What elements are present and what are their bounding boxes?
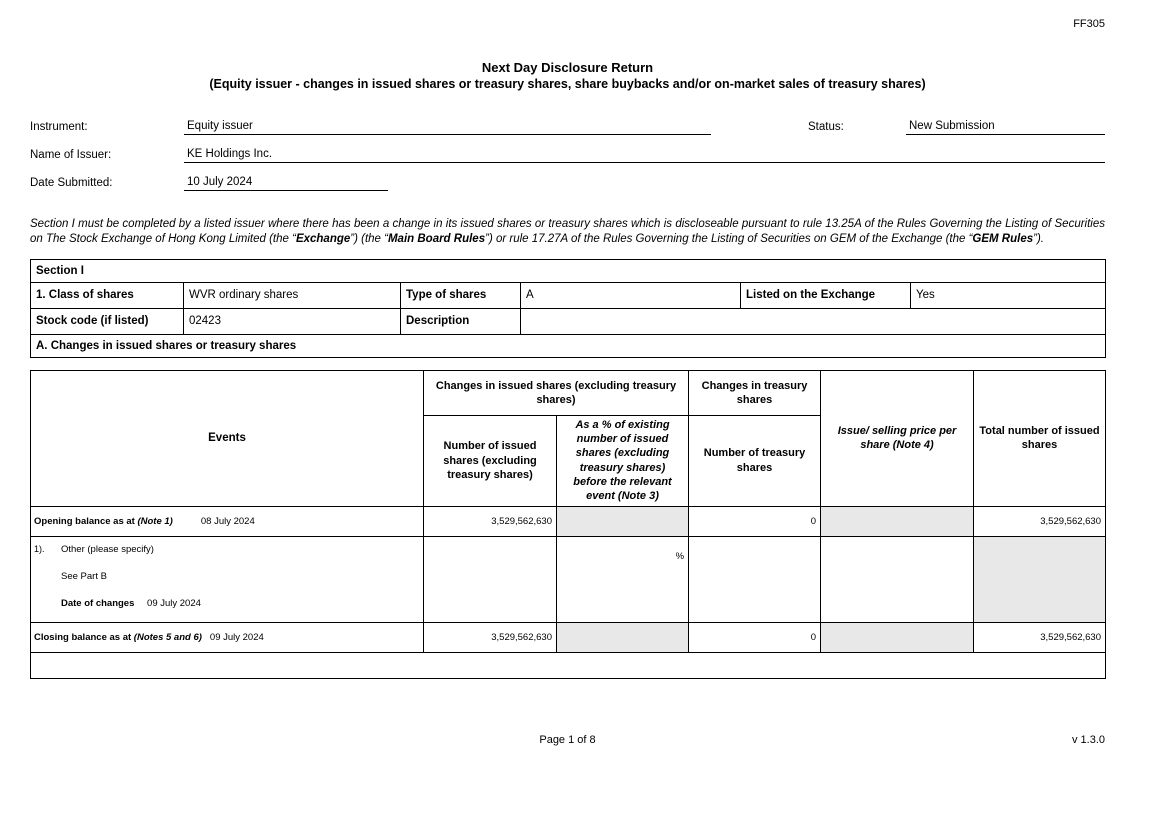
part-a-header-row	[31, 334, 1106, 357]
listed-on-exchange-value: Yes	[911, 282, 1106, 308]
form-meta-fields	[30, 115, 1105, 191]
event-other-date-line	[34, 598, 418, 609]
issuer-label: Name of Issuer:	[30, 149, 112, 161]
closing-total-cell: 3,529,562,630	[974, 622, 1106, 652]
date-of-changes-value: 09 July 2024	[147, 597, 201, 609]
issuer-row	[30, 143, 1105, 163]
event-other-index: 1).	[34, 543, 45, 554]
shares-changes-table	[30, 370, 1106, 679]
opening-percentage-cell-shaded	[557, 506, 689, 536]
opening-balance-date: 08 July 2024	[200, 515, 255, 527]
date-submitted-row	[30, 171, 1105, 191]
class-of-shares-label: 1. Class of shares	[31, 282, 184, 308]
column-header-number-treasury-shares: Number of treasury shares	[689, 415, 821, 506]
class-of-shares-value: WVR ordinary shares	[184, 282, 401, 308]
section1-header-row	[31, 259, 1106, 282]
closing-number-treasury-cell: 0	[689, 622, 821, 652]
intro-bold-main-board-rules: Main Board Rules	[387, 233, 486, 246]
type-of-shares-value: A	[521, 282, 741, 308]
column-header-total-issued-shares: Total number of issued shares	[974, 370, 1106, 506]
intro-segment: Section I must be completed by a listed issuer where there has been a change in its issued shares or treasury shares which is discloseable pursuant to rule 13.25A of the Rules Governing the Listing of Securities on The Stock Exchange of Hong Kong Limited (the “	[30, 218, 1105, 246]
stock-code-label: Stock code (if listed)	[31, 308, 184, 334]
intro-bold-exchange: Exchange	[295, 233, 351, 246]
event-other-events-cell	[31, 536, 424, 622]
column-header-number-issued-shares: Number of issued shares (excluding treasury shares)	[424, 415, 557, 506]
opening-number-treasury-cell: 0	[689, 506, 821, 536]
opening-price-cell-shaded	[821, 506, 974, 536]
closing-balance-note: (Notes 5 and 6)	[133, 631, 202, 643]
opening-total-cell: 3,529,562,630	[974, 506, 1106, 536]
closing-price-cell-shaded	[821, 622, 974, 652]
intro-segment: ”) or rule 17.27A of the Rules Governing the Listing of Securities on GEM of the Exchange (the “	[485, 233, 973, 246]
status-label: Status:	[808, 121, 844, 133]
version-number: v 1.3.0	[1071, 733, 1105, 746]
group-header-row	[31, 370, 1106, 415]
event-other-number-issued-cell	[424, 536, 557, 622]
intro-segment: ”) (the “	[350, 233, 388, 246]
closing-number-issued-cell: 3,529,562,630	[424, 622, 557, 652]
empty-bottom-cell	[31, 652, 1106, 678]
event-other-number-treasury-cell	[689, 536, 821, 622]
event-other-label: Other (please specify)	[61, 543, 154, 555]
instrument-value: Equity issuer	[184, 120, 711, 135]
opening-balance-events-cell	[31, 506, 424, 536]
closing-percentage-cell-shaded	[557, 622, 689, 652]
events-column-header: Events	[31, 370, 424, 506]
event-other-line	[34, 539, 418, 555]
intro-segment: ”).	[1033, 233, 1044, 246]
closing-balance-label: Closing balance as at	[34, 631, 134, 643]
page-subtitle: (Equity issuer - changes in issued shares or treasury shares, share buybacks and/or on-market sales of treasury shares)	[209, 77, 926, 91]
section1-table	[30, 259, 1106, 358]
event-other-row	[31, 536, 1106, 622]
issuer-value: KE Holdings Inc.	[184, 148, 1105, 163]
form-code: FF305	[1073, 18, 1105, 30]
page-number: Page 1 of 8	[539, 733, 596, 746]
type-of-shares-label: Type of shares	[401, 282, 521, 308]
closing-balance-row	[31, 622, 1106, 652]
date-of-changes-label: Date of changes	[61, 597, 135, 609]
opening-balance-label: Opening balance as at	[34, 515, 138, 527]
page-footer	[30, 734, 1105, 748]
opening-number-issued-cell: 3,529,562,630	[424, 506, 557, 536]
instrument-row	[30, 115, 1105, 135]
date-submitted-value: 10 July 2024	[184, 176, 388, 191]
opening-balance-row	[31, 506, 1106, 536]
listed-on-exchange-label: Listed on the Exchange	[741, 282, 911, 308]
closing-balance-date: 09 July 2024	[209, 631, 264, 643]
stock-code-row	[31, 308, 1106, 334]
column-header-percentage: As a % of existing number of issued shares (excluding treasury shares) before the relevant event (Note 3)	[557, 415, 689, 506]
page-title: Next Day Disclosure Return	[481, 60, 654, 75]
intro-bold-gem-rules: GEM Rules	[972, 233, 1034, 246]
group-header-issued-shares: Changes in issued shares (excluding treasury shares)	[424, 370, 689, 415]
event-other-percentage-cell: %	[557, 536, 689, 622]
intro-paragraph	[30, 217, 1105, 247]
opening-balance-note: (Note 1)	[137, 515, 173, 527]
section1-header: Section I	[31, 259, 1106, 282]
stock-code-value: 02423	[184, 308, 401, 334]
group-header-treasury-shares: Changes in treasury shares	[689, 370, 821, 415]
class-of-shares-row	[31, 282, 1106, 308]
instrument-label: Instrument:	[30, 121, 88, 133]
part-a-title: A. Changes in issued shares or treasury shares	[31, 334, 1106, 357]
description-label: Description	[401, 308, 521, 334]
event-other-detail: See Part B	[61, 570, 107, 582]
event-other-total-cell-shaded	[974, 536, 1106, 622]
status-value: New Submission	[906, 120, 1105, 135]
empty-bottom-row	[31, 652, 1106, 678]
column-header-issue-selling-price: Issue/ selling price per share (Note 4)	[821, 370, 974, 506]
event-other-price-cell	[821, 536, 974, 622]
description-value	[521, 308, 1106, 334]
date-submitted-label: Date Submitted:	[30, 177, 113, 189]
closing-balance-events-cell	[31, 622, 424, 652]
